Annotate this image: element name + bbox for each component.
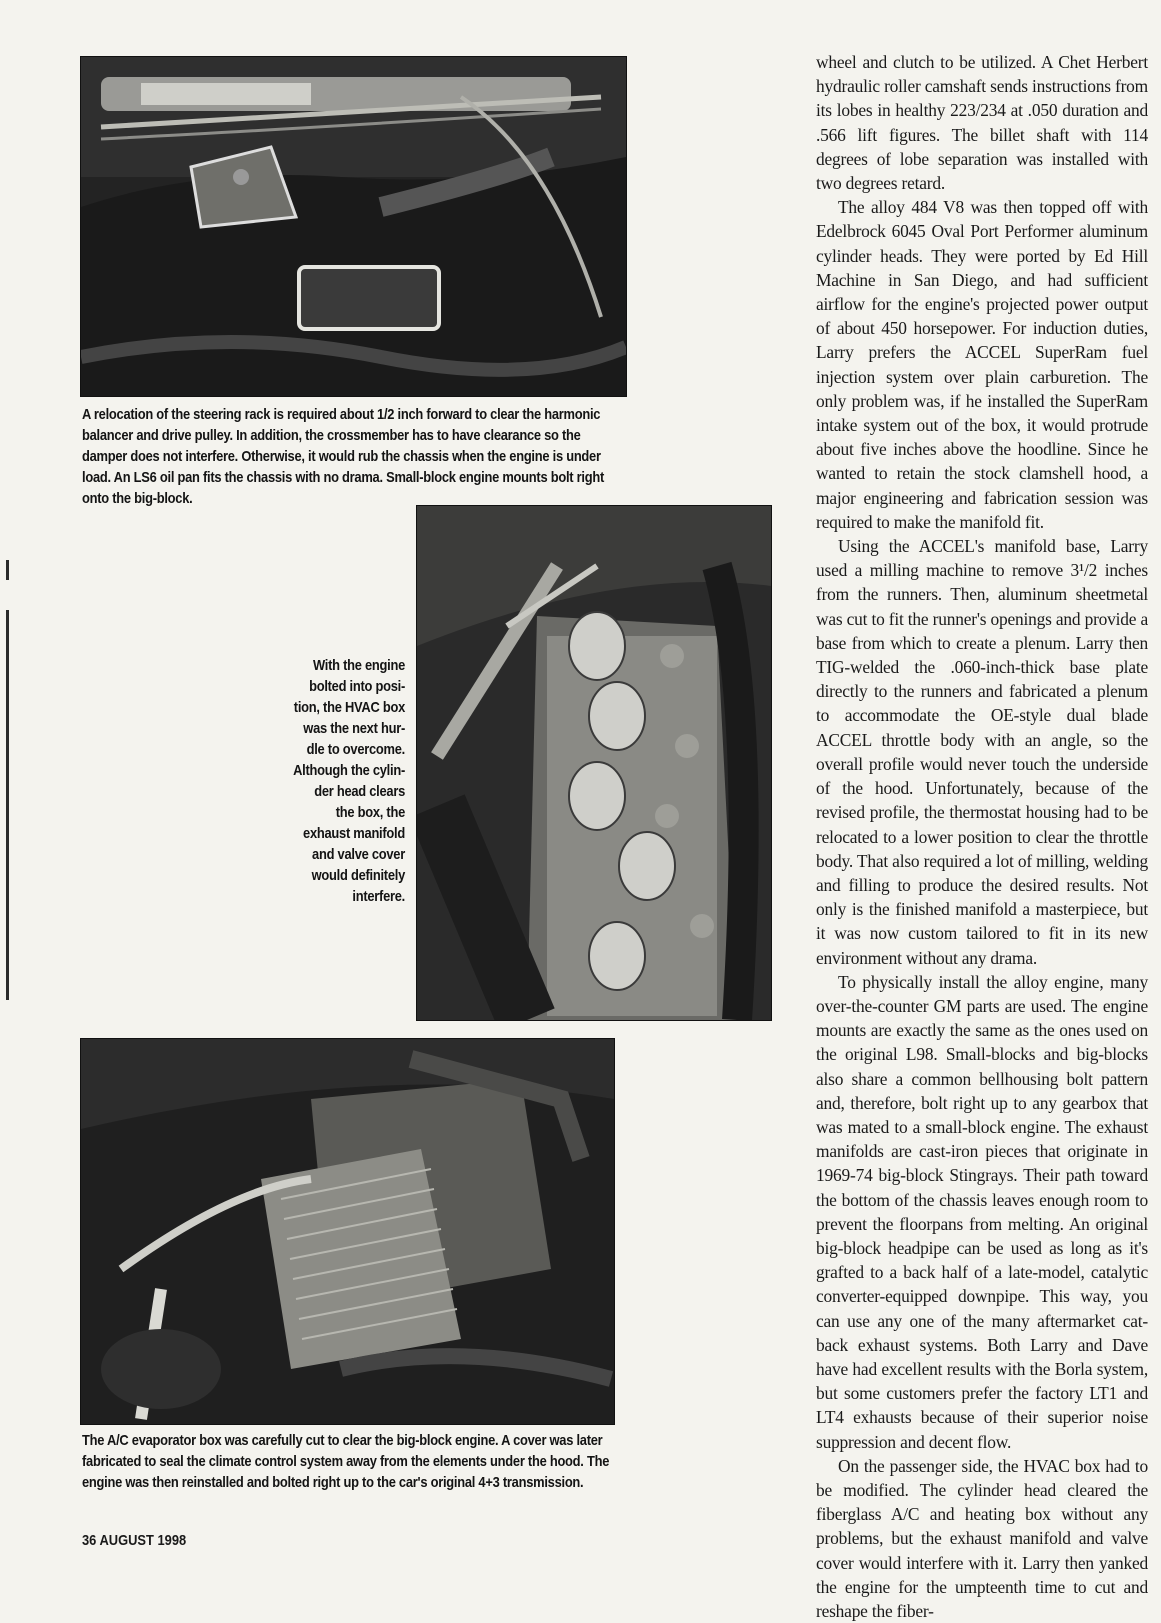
article-paragraph: The alloy 484 V8 was then topped off with Edelbrock 6045 Oval Port Performer aluminum cylinder heads. They were ported by Ed Hill Machine in San Diego, and had sufficient airflow for the engine's projected power output of about 450 horsepower. For induction duties, Larry prefers the ACCEL SuperRam fuel injection system over plain carburetion. The only problem was, if he installed the SuperRam intake system out of the box, it would protrude about five inches above the hoodline. Since he wanted to retain the stock clamshell hood, a major engineering and fabrication session was required to make the manifold fit. <box>816 197 1148 532</box>
caption-line: was the next hur- <box>303 720 405 737</box>
caption-line: der head clears <box>314 783 405 800</box>
article-paragraph: wheel and clutch to be utilized. A Chet Herbert hydraulic roller camshaft sends instructions from its lobes in healthy 223/234 at .050 duration and .566 lift figures. The billet shaft with 114 degrees of lobe separation was installed with two degrees retard. <box>816 52 1148 194</box>
caption-line: and valve cover <box>312 846 405 863</box>
article-paragraph: To physically install the alloy engine, many over-the-counter GM parts are used. The engine mounts are exactly the same as the ones used on the original L98. Small-blocks and big-blocks also share a common bellhousing bolt pattern and, therefore, bolt right up to any gearbox that was mated to a small-block engine. The exhaust manifolds are cast-iron pieces that originate in 1969-74 big-block Stingrays. Their path toward the bottom of the chassis leaves enough room to prevent the floorpans from melting. An original big-block headpipe can be used as long as it's grafted to a back half of a late-model, catalytic converter-equipped downpipe. This way, you can use any one of the many aftermarket cat-back exhaust systems. Both Larry and Dave have had excellent results with the Borla system, but some customers prefer the factory LT1 and LT4 exhausts because of their superior noise suppression and decent flow. <box>816 971 1148 1452</box>
page-edge-mark-top <box>6 560 9 580</box>
caption-line: interfere. <box>352 888 405 905</box>
article-paragraph: Using the ACCEL's manifold base, Larry used a milling machine to remove 3¹/2 inches from the runners. Then, aluminum sheetmetal was cut to fit the runner's openings and provide a base from which to create a plenum. Larry then TIG-welded the .060-inch-thick base plate directly to the runners and fabricated a plenum to accommodate the OE-style dual blade ACCEL throttle body with an angle, so the overall profile would never touch the underside of the hood. Unfortunately, because of the revised profile, the thermostat housing had to be relocated to a lower position to clear the throttle body. That also required a lot of milling, welding and filling to produce the desired results. Not only is the finished manifold a masterpiece, but it was now custom tailored to fit in its new environment without any drama. <box>816 536 1148 968</box>
cylinder-head-photo <box>416 505 772 1021</box>
hvac-box-caption <box>263 655 405 907</box>
evaporator-box-photo <box>80 1038 615 1425</box>
page-edge-mark-bottom <box>6 610 9 1000</box>
caption-line: would definitely <box>311 867 405 884</box>
article-body <box>816 50 1148 1623</box>
caption-line: bolted into posi- <box>309 678 405 695</box>
caption-line: dle to overcome. <box>306 741 405 758</box>
steering-rack-photo <box>80 56 627 397</box>
caption-line: With the engine <box>312 657 405 674</box>
evaporator-box-caption: The A/C evaporator box was carefully cut to clear the big-block engine. A cover was later fabricated to seal the climate control system away from the elements under the hood. The engine was then reinstalled and bolted right up to the car's original 4+3 transmission. <box>82 1432 610 1491</box>
article-paragraph: On the passenger side, the HVAC box had to be modified. The cylinder head cleared the fiberglass A/C and heating box without any problems, but the exhaust manifold and valve cover would interfere with it. Larry then yanked the engine for the umpteenth time to cut and reshape the fiber- <box>816 1455 1148 1621</box>
page-folio: 36 AUGUST 1998 <box>82 1532 187 1549</box>
caption-line: the box, the <box>335 804 405 821</box>
caption-line: exhaust manifold <box>303 825 405 842</box>
caption-line: Although the cylin- <box>293 762 405 779</box>
caption-line: tion, the HVAC box <box>293 699 405 716</box>
steering-rack-caption: A relocation of the steering rack is required about 1/2 inch forward to clear the harmonic balancer and drive pulley. In addition, the crossmember has to have clearance so the damper does not interfere. Otherwise, it would rub the chassis when the engine is under load. An LS6 oil pan fits the chassis with no drama. Small-block engine mounts bolt right onto the big-block. <box>82 406 605 507</box>
